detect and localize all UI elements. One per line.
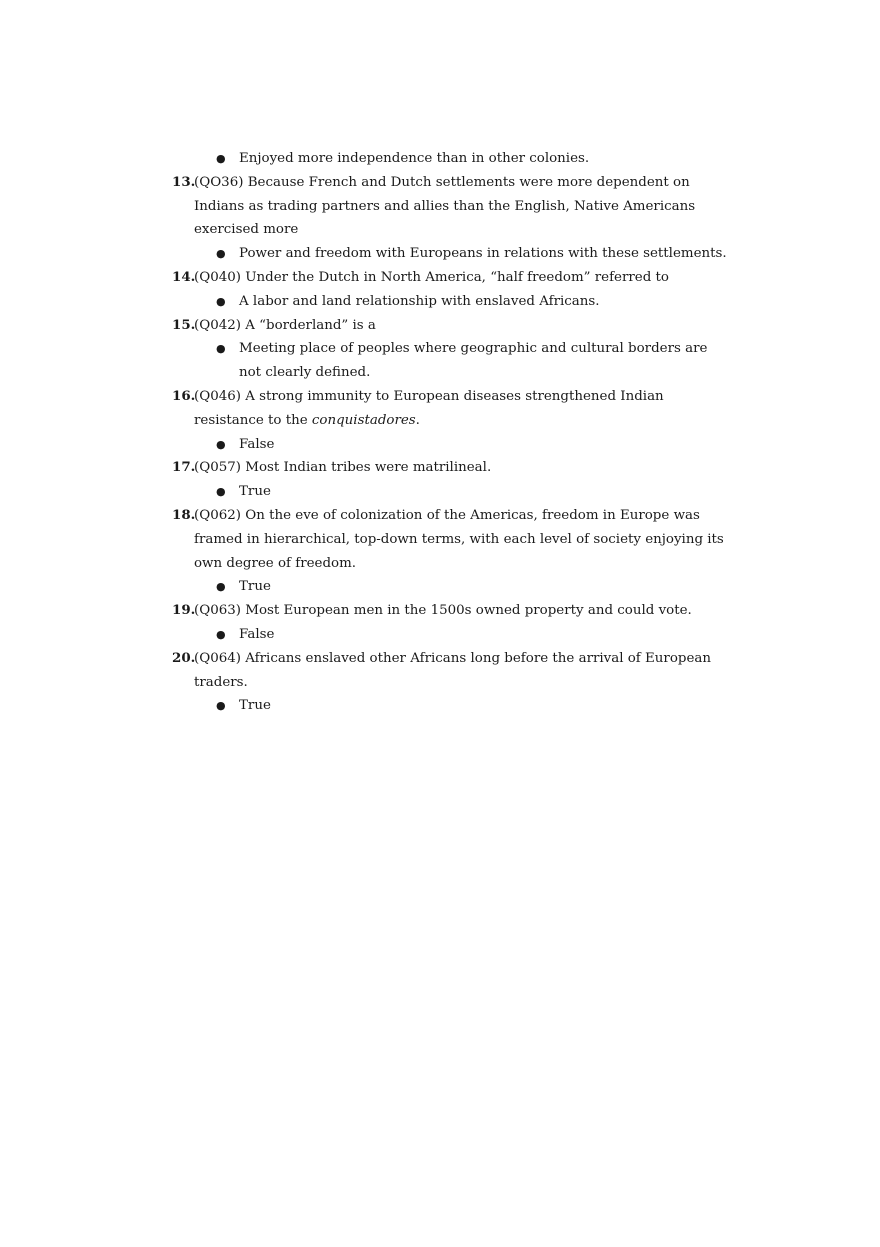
- answer-text: True: [239, 579, 271, 595]
- question-item: [172, 314, 732, 338]
- question-item: [172, 385, 732, 433]
- question-number: 13.: [172, 173, 196, 190]
- bullet-icon: ●: [216, 152, 226, 165]
- answer-text: A labor and land relationship with enslaved Africans.: [239, 293, 600, 309]
- answer-text: True: [239, 484, 271, 500]
- bullet-icon: ●: [216, 485, 226, 499]
- question-number: 17.: [172, 459, 196, 476]
- answer-item: [172, 575, 732, 599]
- bullet-icon: ●: [216, 437, 226, 451]
- question-item: [172, 171, 732, 242]
- question-item: [172, 599, 732, 623]
- question-text: (QO36) Because French and Dutch settlements were more dependent on Indians as trading partners and allies than the English, Native Americans exercised more: [194, 174, 696, 238]
- question-number: 20.: [172, 649, 196, 666]
- question-number: 19.: [172, 602, 196, 619]
- question-item: [172, 647, 732, 695]
- question-number: 16.: [172, 387, 196, 404]
- answer-text: Power and freedom with Europeans in relations with these settlements.: [239, 246, 727, 262]
- answer-item: [172, 242, 732, 266]
- answer-item: [172, 290, 732, 314]
- question-text-tail: .: [415, 412, 420, 428]
- question-text: (Q042) A “borderland” is a: [194, 317, 376, 333]
- question-text-main: (Q046) A strong immunity to European diseases strengthened Indian resistance to the: [194, 388, 664, 428]
- question-text: (Q064) Africans enslaved other Africans long before the arrival of European traders.: [194, 650, 711, 690]
- bullet-icon: ●: [216, 247, 226, 261]
- question-list: [172, 147, 732, 718]
- answer-text: False: [239, 436, 275, 452]
- answer-item: [172, 623, 732, 647]
- answer-item: [172, 694, 732, 718]
- question-text: (Q063) Most European men in the 1500s owned property and could vote.: [194, 603, 692, 619]
- answer-item: [172, 480, 732, 504]
- question-text: [194, 389, 664, 428]
- question-text: (Q057) Most Indian tribes were matrilineal.: [194, 460, 492, 476]
- answer-text: False: [239, 626, 275, 642]
- question-text: (Q040) Under the Dutch in North America, “half freedom” referred to: [194, 269, 669, 285]
- answer-text: Meeting place of peoples where geographic and cultural borders are not clearly defined.: [239, 341, 708, 381]
- bullet-icon: ●: [216, 294, 226, 308]
- bullet-icon: ●: [216, 580, 226, 594]
- question-item: [172, 504, 732, 575]
- answer-item: [172, 337, 732, 385]
- question-number: 14.: [172, 268, 196, 285]
- question-text-italic: conquistadores: [311, 412, 416, 428]
- question-item: [172, 266, 732, 290]
- answer-text: Enjoyed more independence than in other colonies.: [239, 151, 590, 166]
- answer-item: [172, 433, 732, 457]
- question-text: (Q062) On the eve of colonization of the Americas, freedom in Europe was framed in hierarchical, top-down terms, with each level of society enjoying its own degree of freedom.: [194, 507, 724, 571]
- question-item: [172, 456, 732, 480]
- question-number: 18.: [172, 506, 196, 523]
- bullet-icon: ●: [216, 699, 226, 713]
- question-number: 15.: [172, 316, 196, 333]
- bullet-icon: ●: [216, 342, 226, 356]
- bullet-icon: ●: [216, 627, 226, 641]
- answer-item: [172, 147, 732, 171]
- answer-text: True: [239, 698, 271, 714]
